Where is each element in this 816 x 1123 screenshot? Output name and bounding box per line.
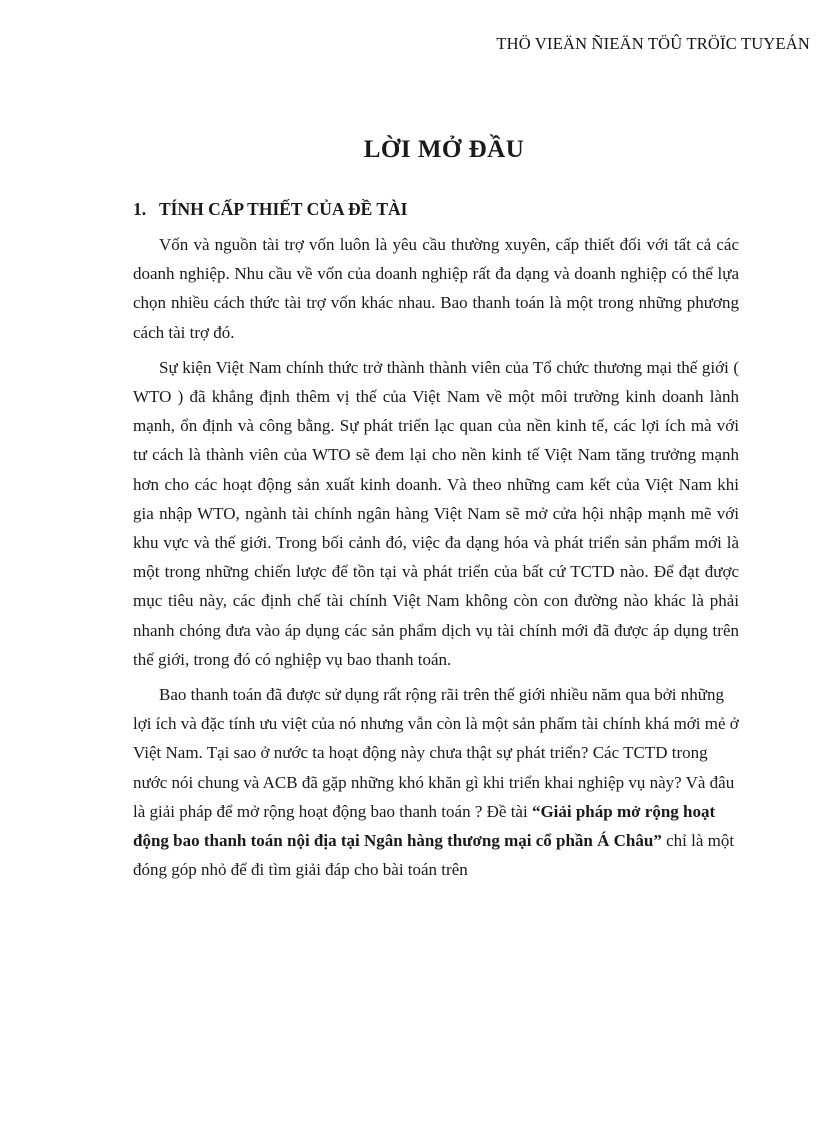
- paragraph: Vốn và nguồn tài trợ vốn luôn là yêu cầu thường xuyên, cấp thiết đối với tất cả các doanh nghiệp. Nhu cầu về vốn của doanh nghiệp rất đa dạng và doanh nghiệp có thể lựa chọn nhiều cách thức tài trợ vốn khác nhau. Bao thanh toán là một trong những phương cách tài trợ đó.: [133, 235, 739, 342]
- closing-lead: Bao thanh toán đã được sử dụng rất rộng rãi trên thế giới nhiều năm qua bởi những lợi ích và đặc tính ưu việt của nó nhưng vẫn còn là một sản phẩm tài chính khá mới mẻ ở Việt Nam. Tại sao ở nước ta hoạt động này chưa thật sự phát triển? Các TCTD trong nước nói chung và ACB đã gặp những khó khăn gì khi triển khai nghiệp vụ này? Và đâu là giải pháp để mở rộng hoạt động bao thanh toán ? Đề tài: [133, 685, 739, 821]
- paragraph: Sự kiện Việt Nam chính thức trở thành thành viên của Tổ chức thương mại thế giới ( WTO ) đã khẳng định thêm vị thế của Việt Nam về một môi trường kinh doanh lành mạnh, ổn định và công bằng. Sự phát triển lạc quan của nền kinh tế, các lợi ích mà với tư cách là thành viên của WTO sẽ đem lại cho nền kinh tế Việt Nam tăng trưởng mạnh hơn cho các hoạt động sản xuất kinh doanh. Và theo những cam kết của Việt Nam khi gia nhập WTO, ngành tài chính ngân hàng Việt Nam sẽ mở cửa hội nhập mạnh mẽ với khu vực và thế giới. Trong bối cảnh đó, việc đa dạng hóa và phát triển sản phẩm mới là một trong những chiến lược để tồn tại và phát triển của bất cứ TCTD nào. Để đạt được mục tiêu này, các định chế tài chính Việt Nam không còn con đường nào khác là phải nhanh chóng đưa vào áp dụng các sản phẩm dịch vụ tài chính mới đã được áp dụng trên thế giới, trong đó có nghiệp vụ bao thanh toán.: [133, 357, 739, 669]
- closing-tail: chỉ là một đóng góp nhỏ để đi tìm giải đáp cho bài toán trên: [133, 831, 735, 880]
- body-text: [133, 230, 739, 890]
- topic-title: “Giải pháp mở rộng hoạt động bao thanh toán nội địa tại Ngân hàng thương mại cổ phần Á Châu”: [133, 801, 716, 851]
- section-heading-text: TÍNH CẤP THIẾT CỦA ĐỀ TÀI: [159, 199, 408, 219]
- section-heading: [133, 199, 407, 220]
- header-banner: THÖ VIEÄN ÑIEÄN TÖÛ TRÖÏC TUYEÁN: [496, 34, 810, 53]
- section-number: 1.: [133, 199, 147, 219]
- closing-paragraph: [133, 680, 739, 884]
- page-title: LỜI MỞ ĐẦU: [363, 136, 525, 163]
